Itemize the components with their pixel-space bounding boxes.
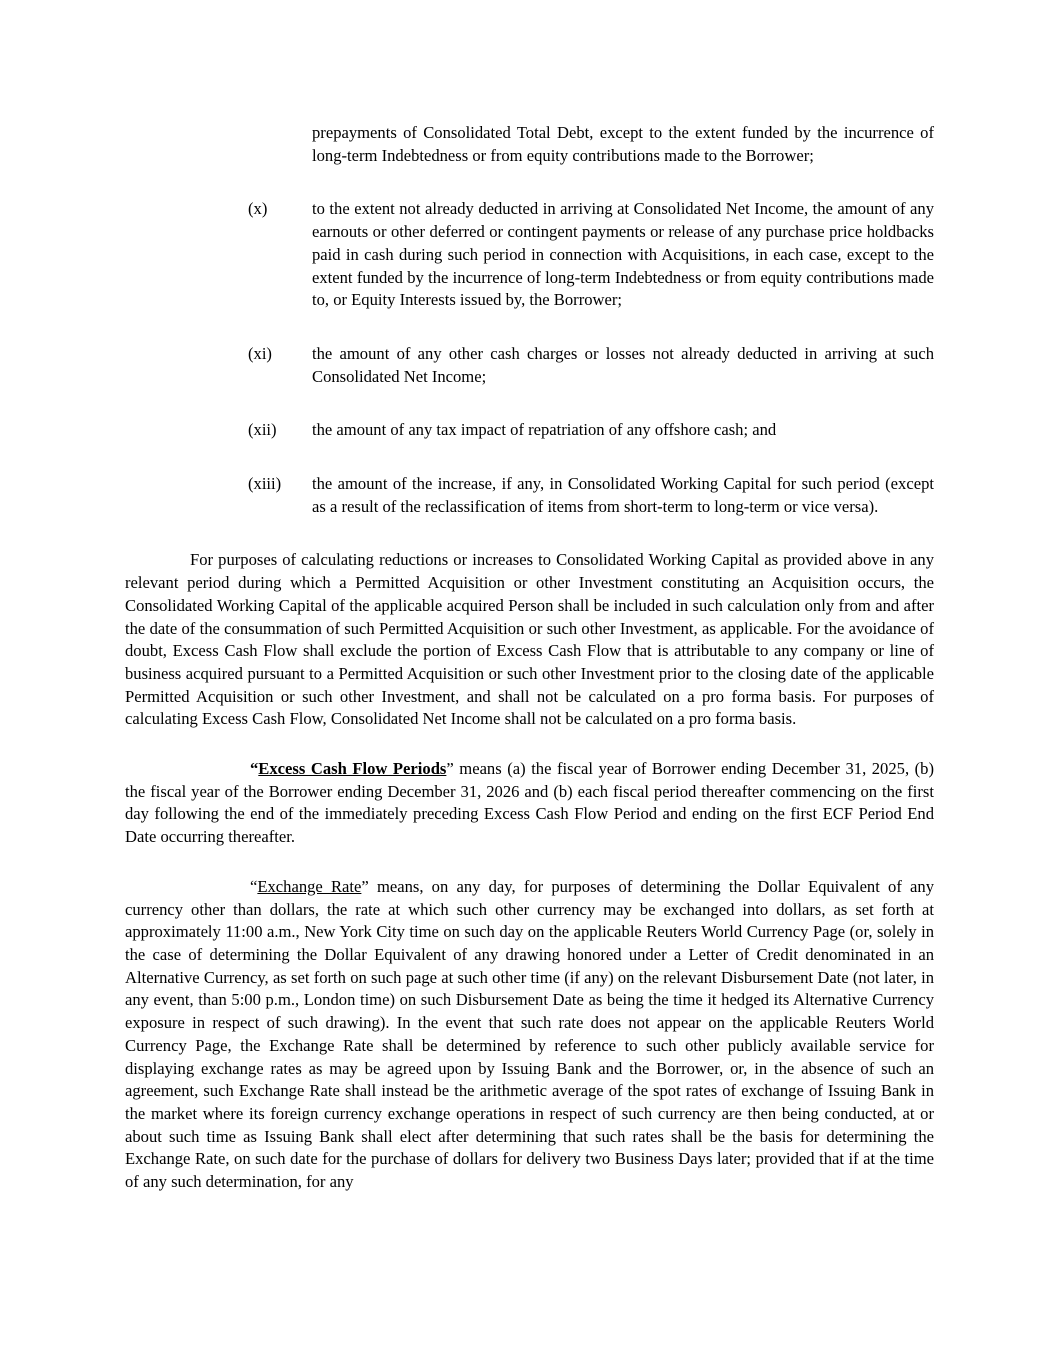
definition-text: ” means, on any day, for purposes of determining the Dollar Equivalent of any currency other than dollars, the rate at which such other currency may be exchanged into dollars, as set forth at approximately 11:00 a.m., New York City time on such day on the applicable Reuters World Currency Page (or, solely in the case of determining the Dollar Equivalent of any drawing honored under a Letter of Credit denominated in an Alternative Currency, as set forth on such page at such other time (if any) on the relevant Disbursement Date (not later, in any event, than 5:00 p.m., London time) on such Disbursement Date as being the time it hedged its Alternative Currency exposure in respect of such drawing). In the event that such rate does not appear on the applicable Reuters World Currency Page, the Exchange Rate shall be determined by reference to such other publicly available service for displaying exchange rates as may be agreed upon by Issuing Bank and the Borrower, or, in the absence of such an agreement, such Exchange Rate shall instead be the arithmetic average of the spot rates of exchange of Issuing Bank in the market where its foreign currency exchange operations in respect of such currency are then being conducted, at or about such time as Issuing Bank shall elect after determining that such rates shall be the basis for determining the Exchange Rate, on such date for the purchase of dollars for delivery two Business Days later; provided that if at the time of any such determination, for any (125, 876, 934, 1192)
list-item-xii (248, 419, 934, 442)
paragraph-definition-excess-cash-flow-periods (125, 758, 934, 849)
list-marker: (xiii) (248, 474, 282, 494)
list-item-text: the amount of any other cash charges or losses not already deducted in arriving at such Consolidated Net Income; (312, 343, 934, 386)
paragraph-working-capital: For purposes of calculating reductions or increases to Consolidated Working Capital as provided above in any relevant period during which a Permitted Acquisition or other Investment constituting an Acquisition occurs, the Consolidated Working Capital of the applicable acquired Person shall be included in such calculation only from and after the date of the consummation of such Permitted Acquisition or such other Investment, as applicable. For the avoidance of doubt, Excess Cash Flow shall exclude the portion of Excess Cash Flow that is attributable to any company or line of business acquired pursuant to a Permitted Acquisition or such other Investment prior to the closing date of the applicable Permitted Acquisition or such other Investment, and shall not be calculated on a pro forma basis. For purposes of calculating Excess Cash Flow, Consolidated Net Income shall not be calculated on a pro forma basis. (125, 550, 934, 729)
list-marker: (xi) (248, 343, 272, 363)
list-item-xiii (248, 473, 934, 518)
list-marker: (x) (248, 199, 268, 219)
defined-term-excess-cash-flow-periods: Excess Cash Flow Periods (258, 759, 447, 779)
list-item-x (248, 198, 934, 312)
list-item-text: to the extent not already deducted in arriving at Consolidated Net Income, the amount of any earnouts or other deferred or contingent payments or release of any purchase price holdbacks paid in cash during such period in connection with Acquisitions, in each case, except to the extent funded by the incurrence of long-term Indebtedness or from equity contributions made to, or Equity Interests issued by, the Borrower; (312, 199, 934, 310)
definition-text: ” means (a) the fiscal year of Borrower ending December 31, 2025, (b) the fiscal year of the Borrower ending December 31, 2026 and (b) each fiscal period thereafter commencing on the first day following the end of the immediately preceding Excess Cash Flow Period and ending on the first ECF Period End Date occurring thereafter. (125, 759, 934, 847)
list-item-text: the amount of the increase, if any, in Consolidated Working Capital for such period (except as a result of the reclassification of items from short-term to long-term or vice versa). (312, 474, 934, 516)
definition-open-quote: “ (250, 759, 259, 779)
definition-open-quote: “ (250, 876, 258, 896)
paragraph-definition-exchange-rate (125, 876, 934, 1194)
defined-term-exchange-rate: Exchange Rate (257, 876, 362, 896)
list-item-text: the amount of any tax impact of repatriation of any offshore cash; and (312, 420, 777, 440)
paragraph-continuation: prepayments of Consolidated Total Debt, except to the extent funded by the incurrence of long-term Indebtedness or from equity contributions made to the Borrower; (312, 123, 934, 165)
list-marker: (xii) (248, 420, 277, 440)
list-item-xi (248, 343, 934, 388)
